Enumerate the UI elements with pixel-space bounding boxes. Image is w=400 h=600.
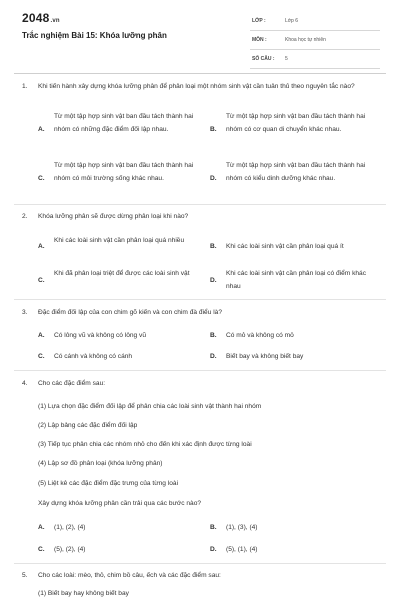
question-stem: Cho các đặc điểm sau: (38, 380, 106, 387)
option-letter[interactable]: A. (38, 524, 45, 531)
option-letter[interactable]: A. (38, 332, 45, 339)
site-logo[interactable] (22, 11, 60, 25)
option-text[interactable]: (5), (2), (4) (54, 546, 86, 553)
list-item: (3) Tiếp tục phân chia các nhóm nhỏ cho đến khi xác định được từng loài (38, 441, 252, 448)
option-letter[interactable]: B. (210, 243, 217, 250)
option-letter[interactable]: C. (38, 175, 45, 182)
option-letter[interactable]: B. (210, 126, 217, 133)
list-item: (1) Biết bay hay không biết bay (38, 590, 129, 597)
meta-value: Khoa học tự nhiên (285, 37, 326, 43)
question-stem: Khóa lưỡng phân sẽ được dừng phân loại khi nào? (38, 213, 189, 220)
option-text[interactable]: Biết bay và không biết bay (226, 353, 304, 360)
meta-label: MÔN : (252, 37, 267, 43)
question-divider (14, 299, 386, 300)
option-text[interactable]: (1), (3), (4) (226, 524, 258, 531)
question-stem: Đặc điểm đối lập của con chim gõ kiến và con chim đà điểu là? (38, 309, 222, 316)
question-divider (14, 370, 386, 371)
question-number: 3. (22, 309, 28, 316)
list-item: Xây dựng khóa lưỡng phân cần trải qua các bước nào? (38, 500, 202, 507)
meta-label: SỐ CÂU : (252, 56, 275, 62)
question-number: 4. (22, 380, 28, 387)
option-letter[interactable]: B. (210, 524, 217, 531)
meta-value: Lớp 6 (285, 18, 299, 24)
question-stem: Cho các loài: mèo, thỏ, chim bồ câu, ếch và các đặc điểm sau: (38, 572, 221, 579)
question-stem: Khi tiến hành xây dựng khóa lưỡng phân để phân loại một nhóm sinh vật cần tuân thủ theo nguyên tắc nào? (38, 83, 355, 90)
meta-row-count (250, 54, 380, 69)
option-text[interactable]: (5), (1), (4) (226, 546, 258, 553)
list-item: (5) Liệt kê các đặc điểm đặc trưng của từng loài (38, 480, 179, 487)
option-text[interactable]: Từ một tập hợp sinh vật ban đầu tách thành hai nhóm có môi trường sống khác nhau. (54, 162, 194, 182)
option-letter[interactable]: C. (38, 277, 45, 284)
logo-suffix: .vn (50, 18, 60, 24)
option-text[interactable]: Khi các loài sinh vật cần phân loại quá ít (226, 243, 344, 250)
option-letter[interactable]: C. (38, 353, 45, 360)
meta-label: LỚP : (252, 18, 266, 24)
meta-box (250, 16, 380, 73)
option-letter[interactable]: A. (38, 126, 45, 133)
header (0, 0, 400, 70)
option-text[interactable]: Khi đã phân loại triệt để được các loài sinh vật (54, 270, 190, 277)
meta-row-class (250, 16, 380, 31)
option-text[interactable]: (1), (2), (4) (54, 524, 86, 531)
option-letter[interactable]: D. (210, 175, 217, 182)
option-letter[interactable]: D. (210, 353, 217, 360)
option-letter[interactable]: D. (210, 546, 217, 553)
list-item: (2) Lập bảng các đặc điểm đối lập (38, 422, 138, 429)
option-text[interactable]: Từ một tập hợp sinh vật ban đầu tách thành hai nhóm có kiểu dinh dưỡng khác nhau. (226, 162, 366, 182)
option-text[interactable]: Có mỏ và không có mỏ (226, 332, 294, 339)
option-text[interactable]: Có lông vũ và không có lông vũ (54, 332, 147, 339)
option-letter[interactable]: B. (210, 332, 217, 339)
question-number: 1. (22, 83, 28, 90)
meta-row-subject (250, 35, 380, 50)
question-number: 2. (22, 213, 28, 220)
option-text[interactable]: Có cánh và không có cánh (54, 353, 133, 360)
option-letter[interactable]: A. (38, 243, 45, 250)
option-letter[interactable]: C. (38, 546, 45, 553)
question-divider (14, 563, 386, 564)
question-divider (14, 204, 386, 205)
option-text[interactable]: Từ một tập hợp sinh vật ban đầu tách thành hai nhóm có những đặc điểm đối lập nhau. (54, 113, 194, 133)
option-text[interactable]: Từ một tập hợp sinh vật ban đầu tách thành hai nhóm có cơ quan di chuyển khác nhau. (226, 113, 366, 133)
meta-value: 5 (285, 56, 288, 62)
logo-main: 2048 (22, 11, 50, 25)
page-title: Trắc nghiệm Bài 15: Khóa lưỡng phân (22, 31, 167, 40)
option-text[interactable]: Khi các loài sinh vật cần phân loại có điểm khác nhau (226, 270, 367, 290)
list-item: (1) Lựa chọn đặc điểm đối lập để phân chia các loài sinh vật thành hai nhóm (38, 403, 262, 410)
list-item: (4) Lập sơ đồ phân loại (khóa lưỡng phân) (38, 460, 163, 467)
option-text[interactable]: Khi các loài sinh vật cần phân loại quá nhiều (54, 237, 185, 244)
question-number: 5. (22, 572, 28, 579)
option-letter[interactable]: D. (210, 277, 217, 284)
header-divider (14, 73, 386, 74)
